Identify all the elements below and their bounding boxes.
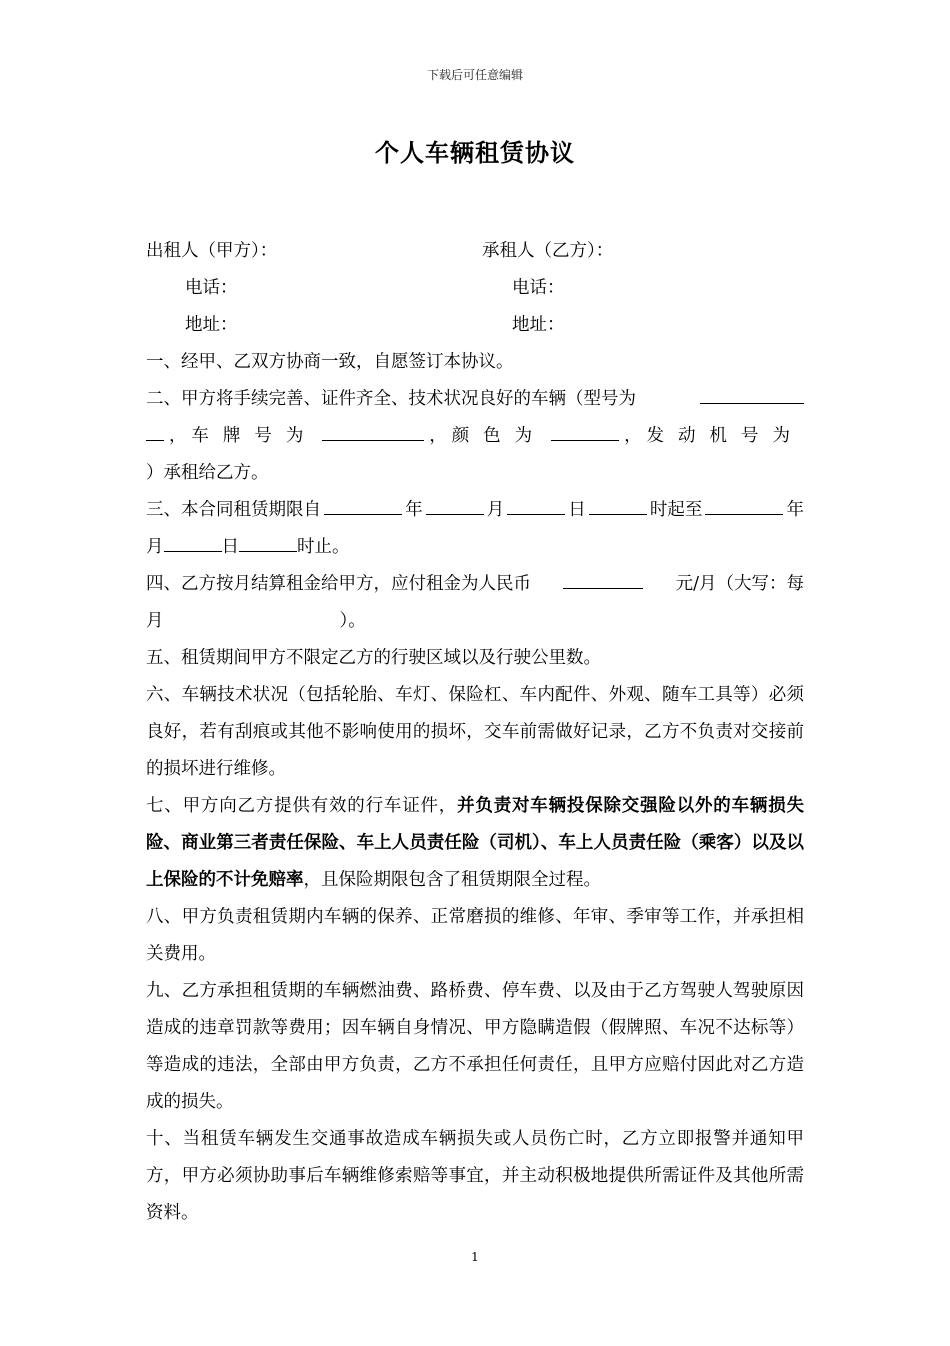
color-blank [551,418,619,441]
clause-6: 六、车辆技术状况（包括轮胎、车灯、保险杠、车内配件、外观、随车工具等）必须良好，若有刮痕或其他不影响使用的损坏，交车前需做好记录，乙方不负责对交接前的损坏进行维修。 [146,685,804,779]
clause-8: 八、甲方负责租赁期内车辆的保养、正常磨损的维修、年审、季审等工作，并承担相关费用。 [146,907,804,964]
party-line [146,233,804,270]
page-number: 1 [471,1250,479,1264]
rent-blank [563,566,643,589]
lessee-label: 承租人（乙方）： [482,241,614,261]
lessee-phone-label: 电话： [512,278,565,298]
lessor-label: 出租人（甲方）： [146,241,278,261]
clause-2-line-3: ）承租给乙方。 [146,463,269,483]
clause-1: 一、经甲、乙双方协商一致，自愿签订本协议。 [146,352,514,372]
clause-10: 十、当租赁车辆发生交通事故造成车辆损失或人员伤亡时，乙方立即报警并通知甲方，甲方必须协助事后车辆维修索赔等事宜，并主动积极地提供所需证件及其他所需资料。 [146,1129,804,1223]
clause-7: 七、甲方向乙方提供有效的行车证件，并负责对车辆投保除交强险以外的车辆损失险、商业第三者责任保险、车上人员责任险（司机）、车上人员责任险（乘客）以及以上保险的不计免赔率，且保险期限包含了租赁期限全过程。 [146,796,805,890]
clause-9: 九、乙方承担租赁期的车辆燃油费、路桥费、停车费、以及由于乙方驾驶人驾驶原因造成的违章罚款等费用；因车辆自身情况、甲方隐瞒造假（假牌照、车况不达标等）等造成的违法，全部由甲方负责，乙方不承担任何责任，且甲方应赔付因此对乙方造成的损失。 [146,981,804,1112]
address-line [146,307,804,344]
clause-3-line-2: 月 日 时止。 [146,529,804,566]
clause-5: 五、租赁期间甲方不限定乙方的行驶区域以及行驶公里数。 [146,648,601,668]
phone-line [146,270,804,307]
model-blank [700,381,804,404]
lessee-address-label: 地址： [512,315,565,335]
clause-2-line-1: 二、甲方将手续完善、证件齐全、技术状况良好的车辆（型号为 [146,381,804,418]
lessor-address-label: 地址： [185,315,238,335]
clause-4-line-1: 四、乙方按月结算租金给甲方，应付租金为人民币 元/月（大写：每 [146,566,804,603]
model-blank-cont [146,418,164,441]
clause-4-line-2: 月 ）。 [146,611,366,631]
page-header: 下载后可任意编辑 [426,68,523,82]
clause-2-line-2: ， 车牌号为 ， 颜色为 ， 发动机号为 [146,418,804,455]
plate-blank [322,418,424,441]
clause-7-bold: 并负责对车辆投保除交强险以外的车辆损失险、商业第三者责任保险、车上人员责任险（司机）、车上人员责任险（乘客）以及以上保险的不计免赔率 [146,796,805,890]
lessor-phone-label: 电话： [185,278,238,298]
clause-3-line-1: 三、本合同租赁期限自 年 月 日 时起至 年 [146,492,804,529]
contract-body [146,233,804,1232]
document-title: 个人车辆租赁协议 [375,138,575,167]
